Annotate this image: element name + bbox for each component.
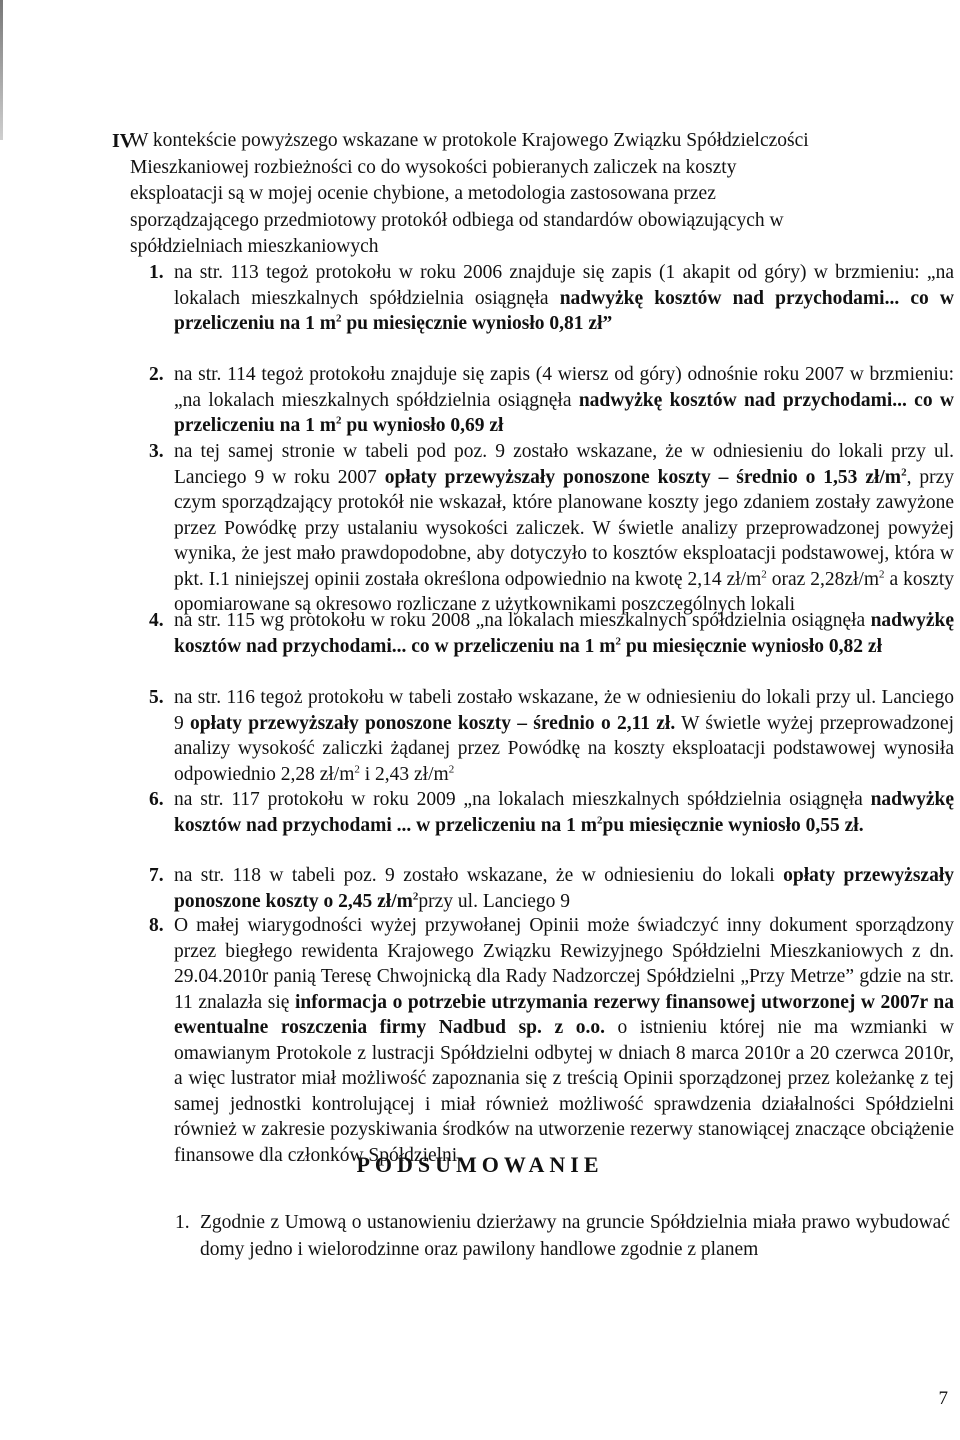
text-run: nadwyżkę kosztów nad przychodami ... w przeliczeniu na 1 m	[174, 789, 954, 836]
superscript: 2	[354, 763, 360, 775]
superscript: 2	[412, 890, 419, 902]
bold-run	[341, 415, 503, 436]
superscript: 2	[448, 763, 455, 775]
item-text	[174, 362, 954, 439]
list-item-3	[149, 439, 955, 618]
text-run: przy ul. Lanciego 9	[418, 890, 570, 912]
bold-run	[341, 313, 612, 334]
item-number: 7.	[149, 865, 164, 886]
bold-run	[190, 713, 675, 734]
text-run: nadwyżkę kosztów nad przychodami... co w przeliczeniu na 1 m	[174, 610, 954, 657]
text-run: na str. 118 w tabeli poz. 9 zostało wskazane, że w odniesieniu do lokali	[174, 865, 784, 886]
list-item-2	[149, 362, 954, 439]
item-text	[174, 439, 954, 618]
text-run: pu miesięcznie wyniosło 0,55 zł.	[602, 814, 864, 836]
text-run: pu miesięcznie wyniosło 0,82 zł	[620, 635, 883, 657]
text-run: oraz 2,28zł/m	[766, 568, 880, 590]
summary-title: PODSUMOWANIE	[356, 1152, 604, 1177]
superscript: 2	[879, 568, 885, 580]
text-run: o istnieniu której nie ma wzmianki w omawianym Protokole z lustracji Spółdzielni odbytej w dniach 8 marca 2010r a 20 czerwca 2010r, a więc lustrator miał możliwość zapoznania się z treścią Opinii sporządzonej przez koleżankę z tej samej jednostki kontrolującej i miał również możliwość sprawdzenia działalności Spółdzielni również w zakresie pozyskiwania środków na utworzenie rezerwy stanowiącej znaczące obciążenie finansowe dla członków Spółdzielni.	[174, 1017, 954, 1166]
text-run: na tej samej stronie w tabeli pod poz. 9 zostało wskazane, że w odniesieniu do lokali przy ul. Lanciego 9 w roku 2007	[174, 441, 954, 488]
text-run: na str. 117 protokołu w roku 2009 „na lokalach mieszkalnych spółdzielnia osiągnęła	[174, 789, 871, 810]
item-text	[174, 260, 954, 337]
text-run: na str. 113 tegoż protokołu w roku 2006 znajduje się zapis (1 akapit od góry) w brzmieniu: „na lokalach mieszkalnych spółdzielnia osiągnęła	[174, 262, 954, 309]
text-run: opłaty przewyższały ponoszone koszty – średnio o 2,11 zł.	[190, 712, 676, 734]
superscript: 2	[615, 635, 621, 647]
item-text	[174, 787, 954, 838]
summary-item-text: Zgodnie z Umową o ustanowieniu dzierżawy na gruncie Spółdzielnia miała prawo wybudować domy jedno i wielorodzinne oraz pawilony handlowe zgodnie z planem	[200, 1212, 950, 1260]
list-item-5	[149, 685, 955, 787]
text-run: , przy czym sporządzający protokół nie wskazał, które planowane koszty jego zdaniem zostały zawyżone przez Powódkę przy ustalaniu wysokości zaliczek. W świetle analizy przeprowadzonej powyżej wynika, że jest mało prawdopodobne, aby dotyczyło to kosztów eksploatacji podstawowej, która w pkt. I.1 niniejszej opinii została określona odpowiednio na kwotę 2,14 zł/m	[174, 466, 955, 590]
superscript: 2	[597, 814, 603, 826]
intro-line: spółdzielniach mieszkaniowych	[130, 236, 379, 257]
item-text	[174, 863, 954, 914]
text-run: nadwyżkę kosztów nad przychodami... co w przeliczeniu na 1 m	[174, 389, 954, 436]
text-run: W świetle wyżej przeprowadzonej analizy wysokość zaliczki żądanej przez Powódkę na koszty eksploatacji podstawowej wynosiła odpowiednio 2,28 zł/m	[174, 712, 955, 785]
item-number: 2.	[149, 364, 164, 385]
list-item-4	[149, 608, 954, 659]
item-text	[174, 608, 954, 659]
section-roman-numeral: IV	[112, 130, 135, 152]
superscript: 2	[761, 568, 767, 580]
list-item-6	[149, 787, 954, 838]
text-run: nadwyżkę kosztów nad przychodami... co w przeliczeniu na 1 m	[174, 287, 954, 334]
superscript: 2	[335, 312, 342, 325]
item-number: 3.	[149, 441, 164, 462]
item-text	[174, 685, 954, 787]
item-text	[174, 913, 954, 1168]
item-number: 1.	[149, 262, 164, 283]
summary-item-1	[175, 1210, 950, 1263]
text-run: i 2,43 zł/m	[359, 763, 449, 785]
list-item-7	[149, 863, 954, 914]
list-item-1	[149, 260, 954, 337]
section-iv	[112, 128, 930, 261]
text-run: pu wyniosło 0,69 zł	[341, 415, 504, 436]
superscript: 2	[901, 466, 907, 478]
bold-run	[603, 815, 864, 836]
text-run: na str. 114 tegoż protokołu znajduje się zapis (4 wiersz od góry) odnośnie roku 2007 w brzmieniu: „na lokalach mieszkalnych spółdzielnia osiągnęła	[174, 364, 954, 411]
text-run: pu miesięcznie wyniosło 0,81 zł”	[341, 313, 613, 334]
text-run: na str. 116 tegoż protokołu w tabeli zostało wskazane, że w odniesieniu do lokali przy ul. Lanciego 9	[174, 687, 954, 734]
bold-run	[621, 636, 882, 657]
intro-line: sporządzającego przedmiotowy protokół odbiega od standardów obowiązujących w	[130, 209, 784, 231]
superscript: 2	[335, 414, 342, 427]
text-run: a koszty opomiarowane są okresowo rozliczane z użytkownikami poszczególnych lokali	[174, 568, 954, 615]
summary-item-number: 1.	[175, 1212, 190, 1233]
item-number: 5.	[149, 687, 164, 708]
text-run: informacja o potrzebie utrzymania rezerwy finansowej utworzonej w 2007r na ewentualne roszczenia firmy Nadbud sp. z o.o.	[174, 991, 954, 1038]
intro-line: eksploatacji są w mojej ocenie chybione, a metodologia zastosowana przez	[130, 183, 716, 204]
list-item-8	[149, 913, 954, 1168]
intro-line: Mieszkaniowej rozbieżności co do wysokości pobieranych zaliczek na koszty	[130, 156, 737, 178]
text-run: na str. 115 wg protokołu w roku 2008 „na lokalach mieszkalnych spółdzielnia osiągnęła	[174, 610, 871, 631]
intro-line: W kontekście powyższego wskazane w protokole Krajowego Związku Spółdzielczości	[130, 130, 809, 151]
bold-run	[385, 467, 901, 488]
page-number: 7	[938, 1388, 948, 1409]
item-number: 8.	[149, 915, 164, 936]
text-run: opłaty przewyższały ponoszone koszty – średnio o 1,53 zł/m	[384, 466, 902, 488]
text-run: opłaty przewyższały ponoszone koszty o 2,45 zł/m	[174, 865, 954, 912]
item-number: 6.	[149, 789, 164, 810]
item-number: 4.	[149, 610, 164, 631]
text-run: O małej wiarygodności wyżej przywołanej Opinii może świadczyć inny dokument sporządzony przez biegłego rewidenta Krajowego Związku Rewizyjnego Spółdzielni Mieszkaniowych z dn. 29.04.2010r panią Teresę Chwojnicką dla Rady Nadzorczej Spółdzielni „Przy Metrze” gdzie na str. 11 znalazła się	[174, 915, 954, 1013]
